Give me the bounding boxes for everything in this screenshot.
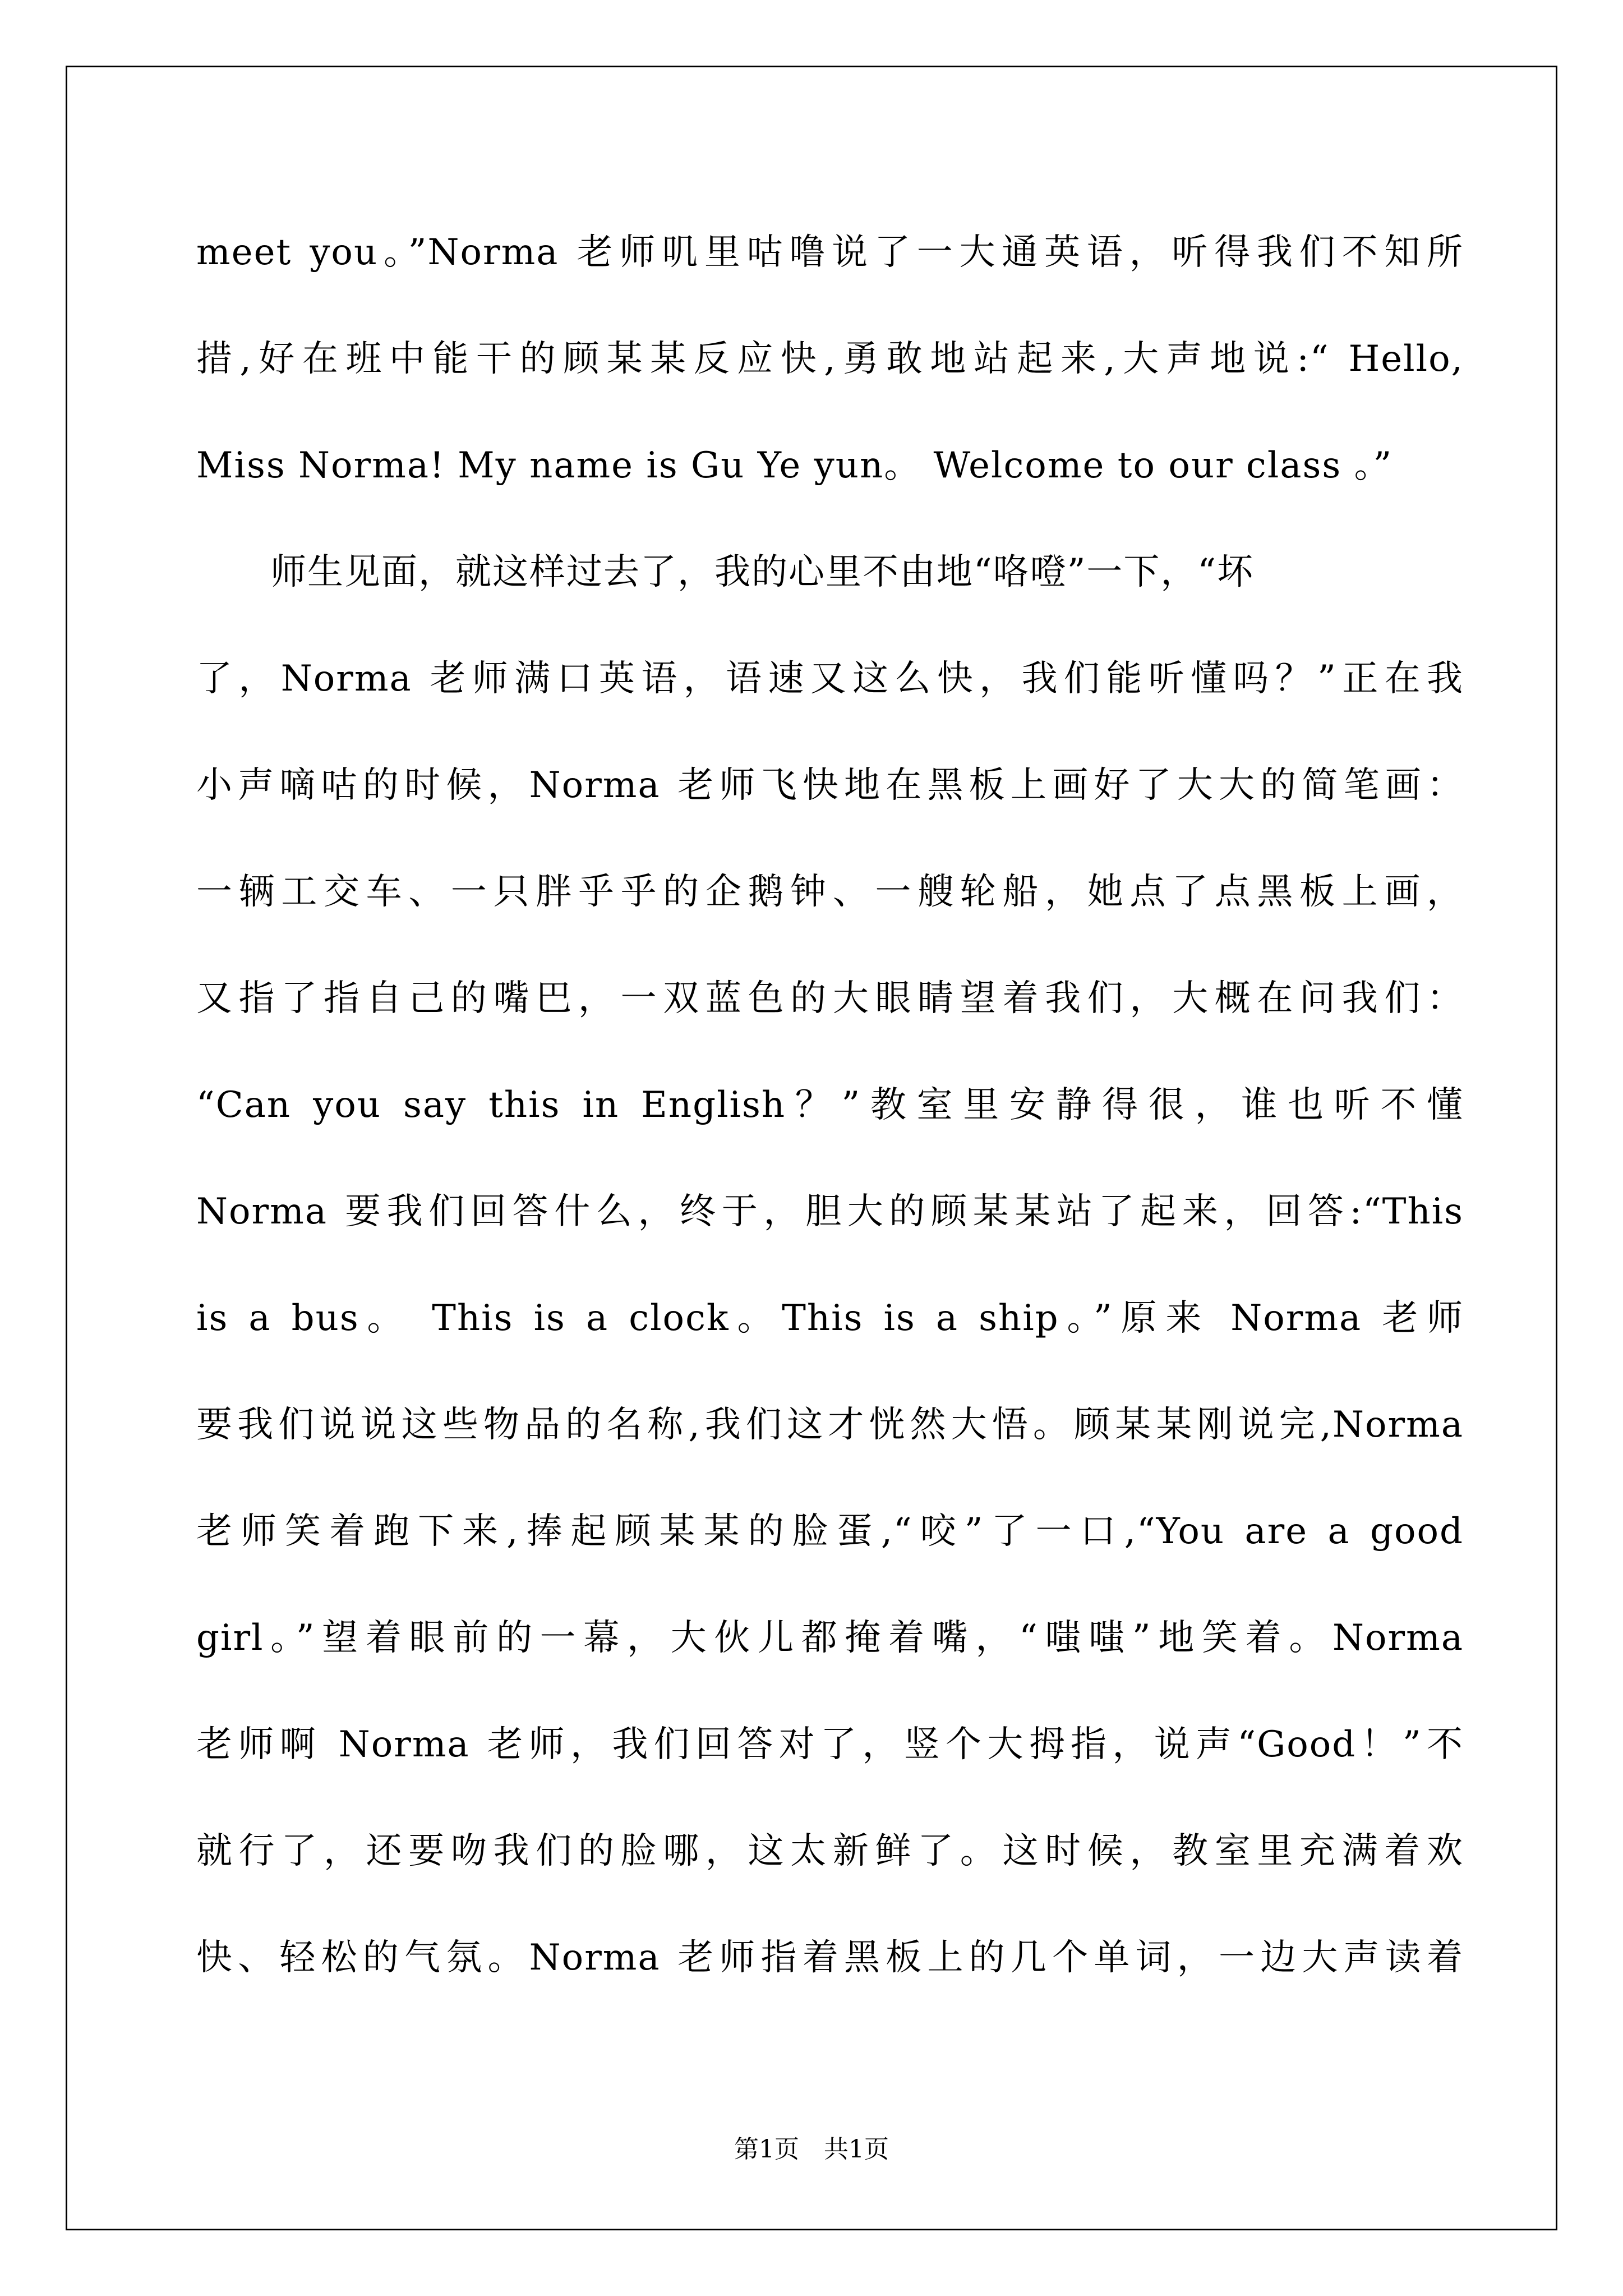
text-line: 师生见面，就这样过去了，我的心里不由地“咯噔”一下，“坏: [196, 551, 1255, 593]
text-line: 老师啊 Norma 老师，我们回答对了，竖个大拇指，说声“Good！”不: [196, 1724, 1464, 1765]
text-line: is a bus。 This is a clock。This is a ship。”原来 Norma 老师: [196, 1297, 1464, 1339]
text-line: 小声嘀咕的时候，Norma 老师飞快地在黑板上画好了大大的简笔画：: [196, 765, 1464, 806]
text-line: 措,好在班中能干的顾某某反应快,勇敢地站起来,大声地说:“ Hello,: [196, 338, 1464, 380]
text-line: girl。”望着眼前的一幕，大伙儿都掩着嘴，“嗤嗤”地笑着。Norma: [196, 1617, 1464, 1659]
text-line: 快、轻松的气氛。Norma 老师指着黑板上的几个单词，一边大声读着: [196, 1937, 1464, 1978]
page-number-footer: 第1页 共1页: [734, 2135, 889, 2164]
text-line: 要我们说说这些物品的名称,我们这才恍然大悟。顾某某刚说完,Norma: [196, 1404, 1464, 1446]
text-line: 又指了指自己的嘴巴，一双蓝色的大眼睛望着我们，大概在问我们：: [196, 978, 1464, 1019]
text-line: Norma 要我们回答什么，终于，胆大的顾某某站了起来，回答:“This: [196, 1191, 1464, 1232]
text-line: 了，Norma 老师满口英语，语速又这么快，我们能听懂吗？”正在我: [196, 658, 1464, 700]
text-line: 就行了，还要吻我们的脸哪，这太新鲜了。这时候，教室里充满着欢: [196, 1830, 1464, 1872]
text-line: 一辆工交车、一只胖乎乎的企鹅钟、一艘轮船，她点了点黑板上画，: [196, 871, 1464, 913]
text-line: Miss Norma! My name is Gu Ye yun。 Welcome to our class 。”: [196, 445, 1393, 486]
text-line: meet you。”Norma 老师叽里咕噜说了一大通英语，听得我们不知所: [196, 232, 1464, 273]
text-line: “Can you say this in English？”教室里安静得很，谁也听不懂: [196, 1084, 1464, 1126]
text-line: 老师笑着跑下来,捧起顾某某的脸蛋,“咬”了一口,“You are a good: [196, 1511, 1464, 1552]
